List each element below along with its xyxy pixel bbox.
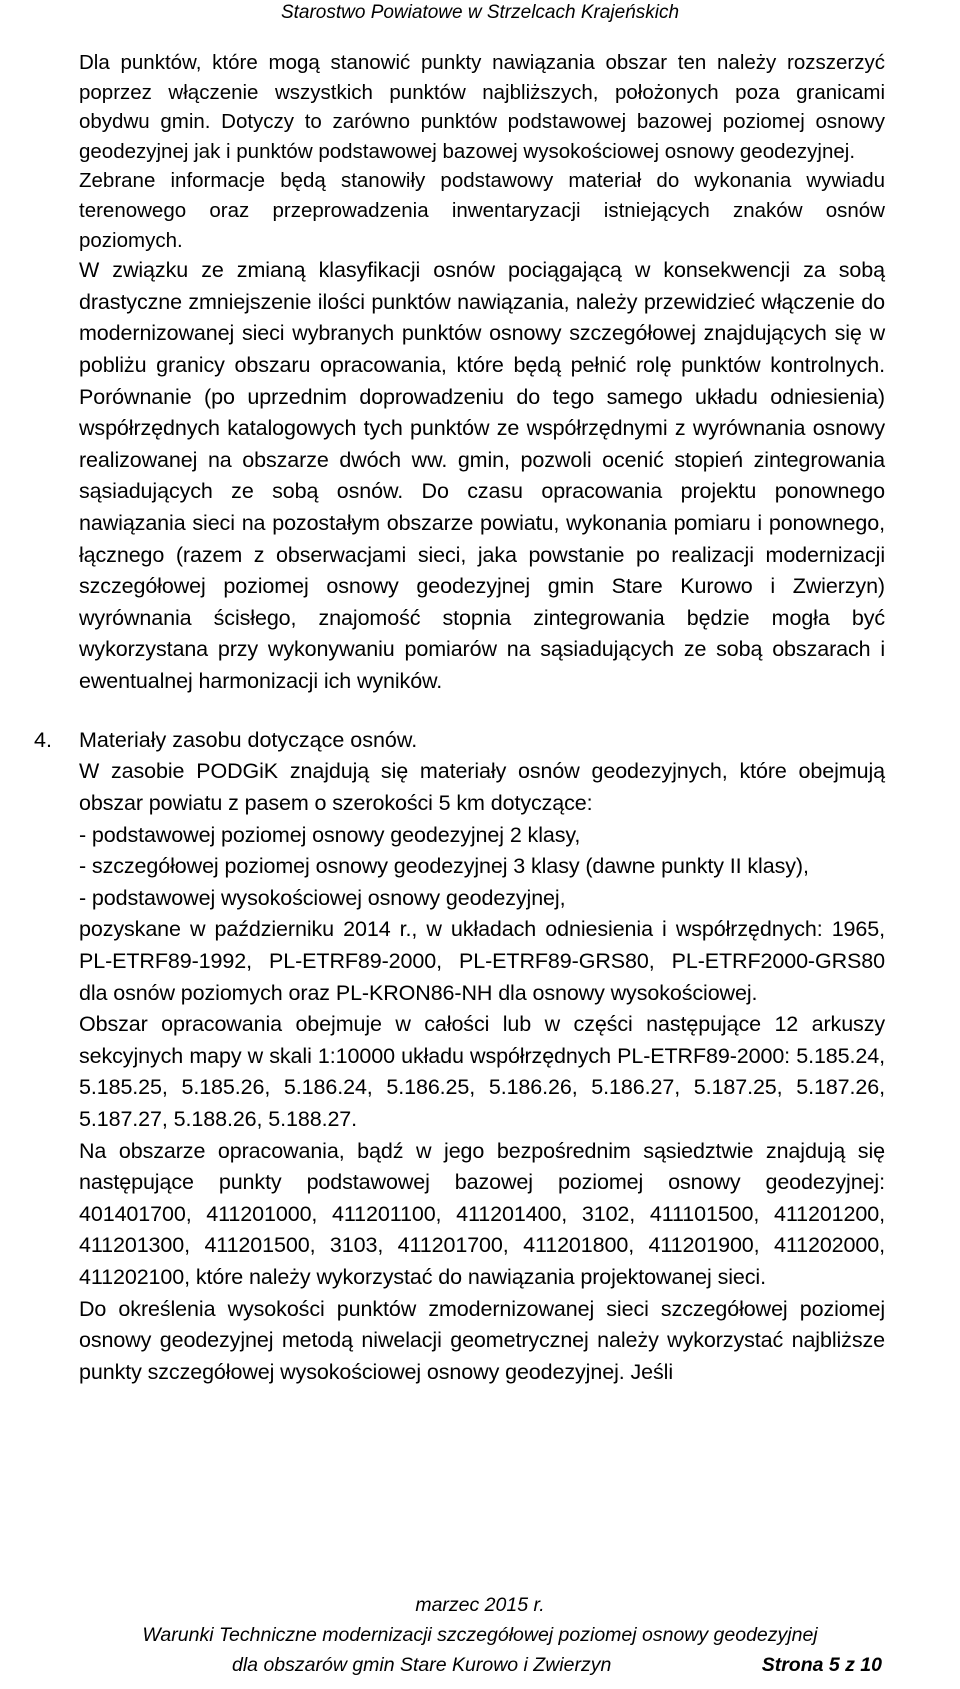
page-header (0, 0, 960, 30)
section-title: Materiały zasobu dotyczące osnów. (79, 728, 418, 753)
section-paragraph-5: Do określenia wysokości punktów zmodernizowanej sieci szczegółowej poziomej osnowy geodezyjnej metodą niwelacji geometrycznej należy wykorzystać najbliższe punkty szczegółowej wysokościowej osnowy geodezyjnej. Jeśli (79, 1296, 885, 1384)
paragraph-2: Zebrane informacje będą stanowiły podstawowy materiał do wykonania wywiadu terenowego oraz przeprowadzenia inwentaryzacji istniejących znaków osnów poziomych. (79, 169, 885, 252)
list-item-2: - szczegółowej poziomej osnowy geodezyjnej 3 klasy (dawne punkty II klasy), (79, 854, 809, 879)
section-spacer (0, 697, 960, 725)
section-paragraph-3: Obszar opracowania obejmuje w całości lub w części następujące 12 arkuszy sekcyjnych mapy w skali 1:10000 układu współrzędnych PL-ETRF89-2000: 5.185.24, 5.185.25, 5.185.26, 5.186.24, 5.186.25, 5.186.26, 5.186.27, 5.187.25, 5.187.26, 5.187.27, 5.188.26, 5.188.27. (79, 1012, 885, 1131)
document-body (0, 48, 960, 1388)
section-paragraph-2: pozyskane w październiku 2014 r., w układach odniesienia i współrzędnych: 1965, PL-ETRF89-1992, PL-ETRF89-2000, PL-ETRF89-GRS80, PL-ETRF2000-GRS80 dla osnów poziomych oraz PL-KRON86-NH dla osnowy wysokościowej. (79, 917, 885, 1005)
section-paragraph-4: Na obszarze opracowania, bądź w jego bezpośrednim sąsiedztwie znajdują się następujące punkty podstawowej bazowej poziomej osnowy geodezyjnej: 401401700, 411201000, 411201100, 411201400, 3102, 411101500, 411201200, 411201300, 411201500, 3103, 411201700, 411201800, 411201900, 411202000, 411202100, które należy wykorzystać do nawiązania projektowanej sieci. (79, 1138, 885, 1289)
footer-title: Warunki Techniczne modernizacji szczegółowej poziomej osnowy geodezyjnej (142, 1624, 818, 1646)
page-number: Strona 5 z 10 (761, 1654, 882, 1676)
list-item-1: - podstawowej poziomej osnowy geodezyjnej 2 klasy, (79, 822, 581, 847)
paragraph-3: W związku ze zmianą klasyfikacji osnów pociągającą w konsekwencji za sobą drastyczne zmniejszenie ilości punktów nawiązania, należy przewidzieć włączenie do modernizowanej sieci wybranych punktów osnowy szczegółowej znajdujących się w pobliżu granicy obszaru opracowania, które będą pełnić rolę punktów kontrolnych. Porównanie (po uprzednim doprowadzeniu do tego samego układu odniesienia) współrzędnych katalogowych tych punktów ze współrzędnymi z wyrównania osnowy realizowanej na obszarze dwóch ww. gmin, pozwoli ocenić stopień zintegrowania sąsiadujących ze sobą osnów. Do czasu opracowania projektu ponownego nawiązania sieci na pozostałym obszarze powiatu, wykonania pomiaru i ponownego, łącznego (razem z obserwacjami sieci, jaka powstanie po realizacji modernizacji szczegółowej poziomej osnowy geodezyjnej gmin Stare Kurowo i Zwierzyn) wyrównania ścisłego, znajomość stopnia zintegrowania będzie mogła być wykorzystana przy wykonywaniu pomiarów na sąsiadujących ze sobą obszarach i ewentualnej harmonizacji ich wyników. (79, 258, 885, 693)
header-text: Starostwo Powiatowe w Strzelcach Krajeńskich (280, 2, 680, 23)
section-heading (0, 725, 960, 756)
section-paragraph-1: W zasobie PODGiK znajdują się materiały osnów geodezyjnych, które obejmują obszar powiatu z pasem o szerokości 5 km dotyczące: (79, 759, 885, 816)
footer-date: marzec 2015 r. (415, 1594, 545, 1616)
list-item-3: - podstawowej wysokościowej osnowy geodezyjnej, (79, 885, 566, 910)
section-number: 4. (34, 728, 52, 753)
paragraph-1: Dla punktów, które mogą stanowić punkty nawiązania obszar ten należy rozszerzyć poprzez włączenie wszystkich punktów najbliższych, położonych poza granicami obydwu gmin. Dotyczy to zarówno punktów podstawowej bazowej poziomej osnowy geodezyjnej jak i punktów podstawowej bazowej wysokościowej osnowy geodezyjnej. (79, 51, 885, 163)
footer-subtitle: dla obszarów gmin Stare Kurowo i Zwierzyn (232, 1654, 612, 1676)
